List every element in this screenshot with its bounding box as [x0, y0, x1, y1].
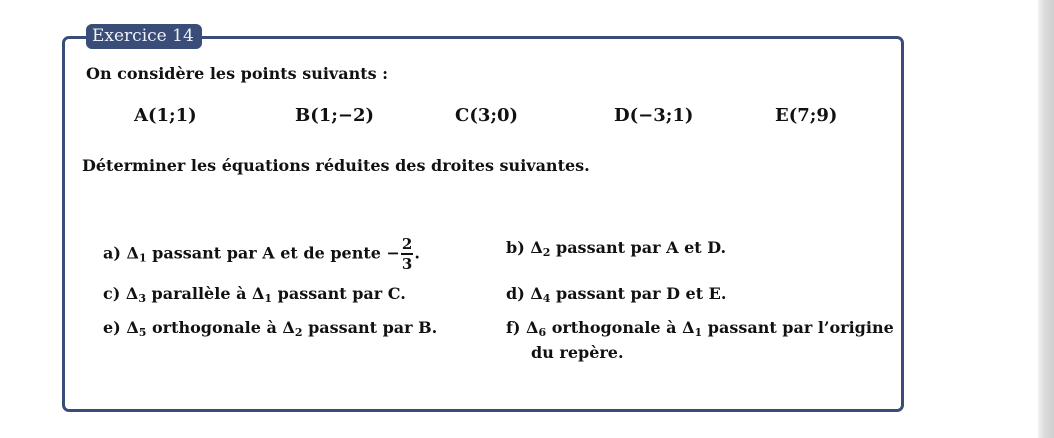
- page-edge-shadow: [1038, 0, 1054, 438]
- point-e: E(7;9): [775, 105, 838, 126]
- item-c-text1: parallèle à Δ: [151, 284, 265, 303]
- item-e-delta: Δ: [126, 318, 139, 337]
- point-d: D(−3;1): [614, 105, 694, 126]
- item-d: [506, 284, 726, 305]
- item-d-delta: Δ: [530, 284, 543, 303]
- item-a-sub: 1: [138, 251, 147, 265]
- fraction-denominator: 3: [401, 255, 413, 273]
- item-e-label: e): [103, 318, 121, 337]
- item-d-sub: 4: [542, 292, 551, 305]
- item-f-text1: orthogonale à Δ: [551, 318, 695, 337]
- item-b-sub: 2: [542, 246, 551, 259]
- item-e-text2: passant par B.: [308, 318, 438, 337]
- item-c-text2: passant par C.: [277, 284, 406, 303]
- item-c: [103, 284, 406, 305]
- item-f-label: f): [506, 318, 521, 337]
- item-a-end: .: [414, 243, 420, 263]
- item-a: [103, 235, 420, 273]
- item-e-sub: 5: [138, 326, 147, 339]
- exercise-tag: Exercice 14: [86, 24, 202, 49]
- item-b-delta: Δ: [530, 238, 543, 257]
- fraction-numerator: 2: [401, 235, 413, 253]
- item-f: [506, 318, 894, 339]
- item-b-label: b): [506, 238, 525, 257]
- item-f-sub2: 1: [694, 326, 703, 339]
- item-d-text: passant par D et E.: [556, 284, 727, 303]
- item-f-sub: 6: [538, 326, 547, 339]
- item-d-label: d): [506, 284, 525, 303]
- item-b: [506, 238, 726, 259]
- item-f-text2: passant par l’origine: [707, 318, 894, 337]
- fraction: [401, 235, 413, 273]
- item-a-text: passant par A et de pente −: [152, 243, 400, 263]
- item-e: [103, 318, 437, 339]
- item-e-sub2: 2: [294, 326, 303, 339]
- point-b: B(1;−2): [295, 105, 375, 126]
- intro-text: On considère les points suivants :: [86, 64, 389, 83]
- item-f-line2: du repère.: [531, 343, 624, 362]
- item-c-sub2: 1: [264, 292, 273, 305]
- item-a-delta: Δ: [126, 243, 139, 263]
- item-c-label: c): [103, 284, 121, 303]
- item-e-text1: orthogonale à Δ: [151, 318, 295, 337]
- item-a-label: a): [103, 243, 121, 263]
- item-c-delta: Δ: [125, 284, 139, 303]
- point-c: C(3;0): [455, 105, 519, 126]
- point-a: A(1;1): [134, 105, 197, 126]
- exercise-frame: [62, 36, 904, 412]
- item-c-sub: 3: [138, 292, 146, 305]
- item-b-text: passant par A et D.: [556, 238, 727, 257]
- item-f-delta: Δ: [526, 318, 539, 337]
- instruction-text: Déterminer les équations réduites des droites suivantes.: [82, 156, 590, 175]
